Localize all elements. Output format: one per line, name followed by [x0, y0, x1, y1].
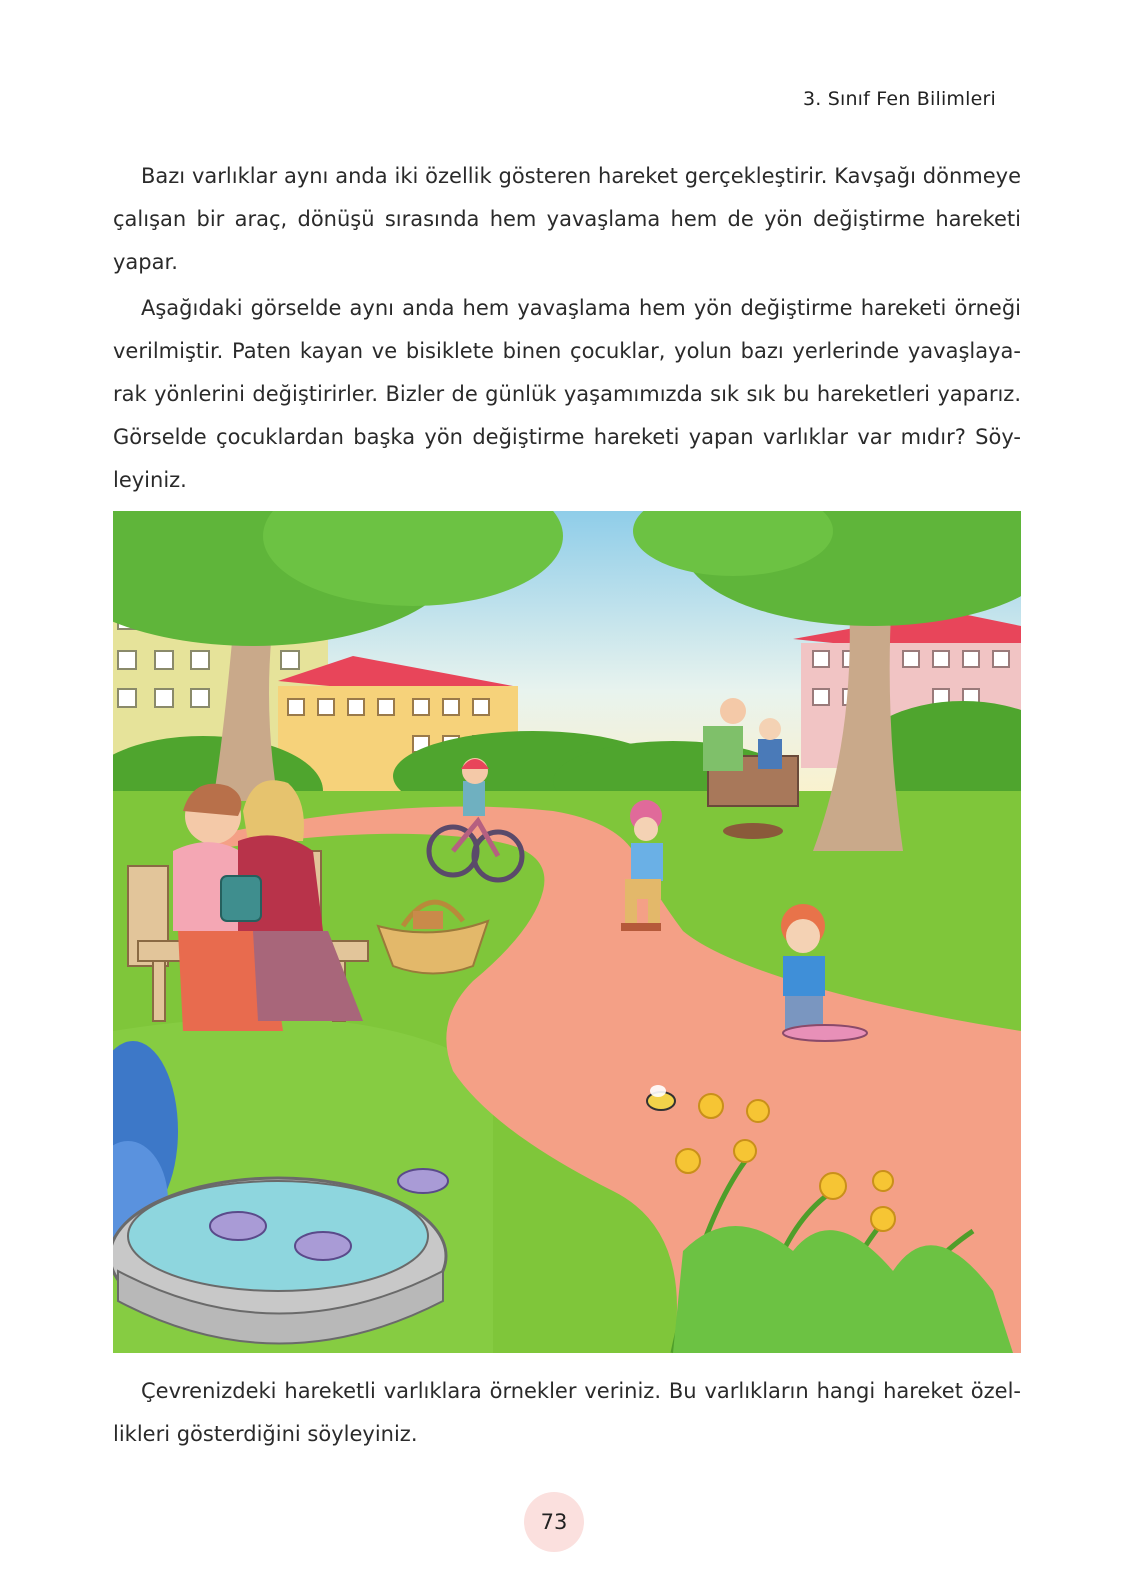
park-illustration: [113, 511, 1021, 1353]
paragraph-intro: Bazı varlıklar aynı anda iki özellik gösteren hareket gerçekleştirir. Kavşağı dönmeye çalışan bir araç, dönüşü sırasında hem yavaşlama hem de yön değiştirme hareketi yapar.: [113, 164, 1021, 274]
paragraph-question: Çevrenizdeki hareketli varlıklara örnekler veriniz. Bu varlıkların hangi hareket özel-likleri gösterdiğini söyleyiniz.: [113, 1379, 1021, 1446]
page-number: 73: [540, 1510, 568, 1534]
page-number-badge: [524, 1492, 584, 1552]
park-scene-svg: [113, 511, 1021, 1353]
paragraph-illustration-description: Aşağıdaki görselde aynı anda hem yavaşlama hem yön değiştirme hareketi örneği verilmiştir. Paten kayan ve bisiklete binen çocuklar, yolun bazı yerlerinde yavaşlaya-rak yönlerini değiştirirler. Bizler de günlük yaşamımızda sık sık bu hareketleri yaparız. Görselde çocuklardan başka yön değiştirme hareketi yapan varlıklar var mıdır? Söy-leyiniz.: [113, 296, 1021, 492]
subject-header: 3. Sınıf Fen Bilimleri: [802, 88, 996, 110]
